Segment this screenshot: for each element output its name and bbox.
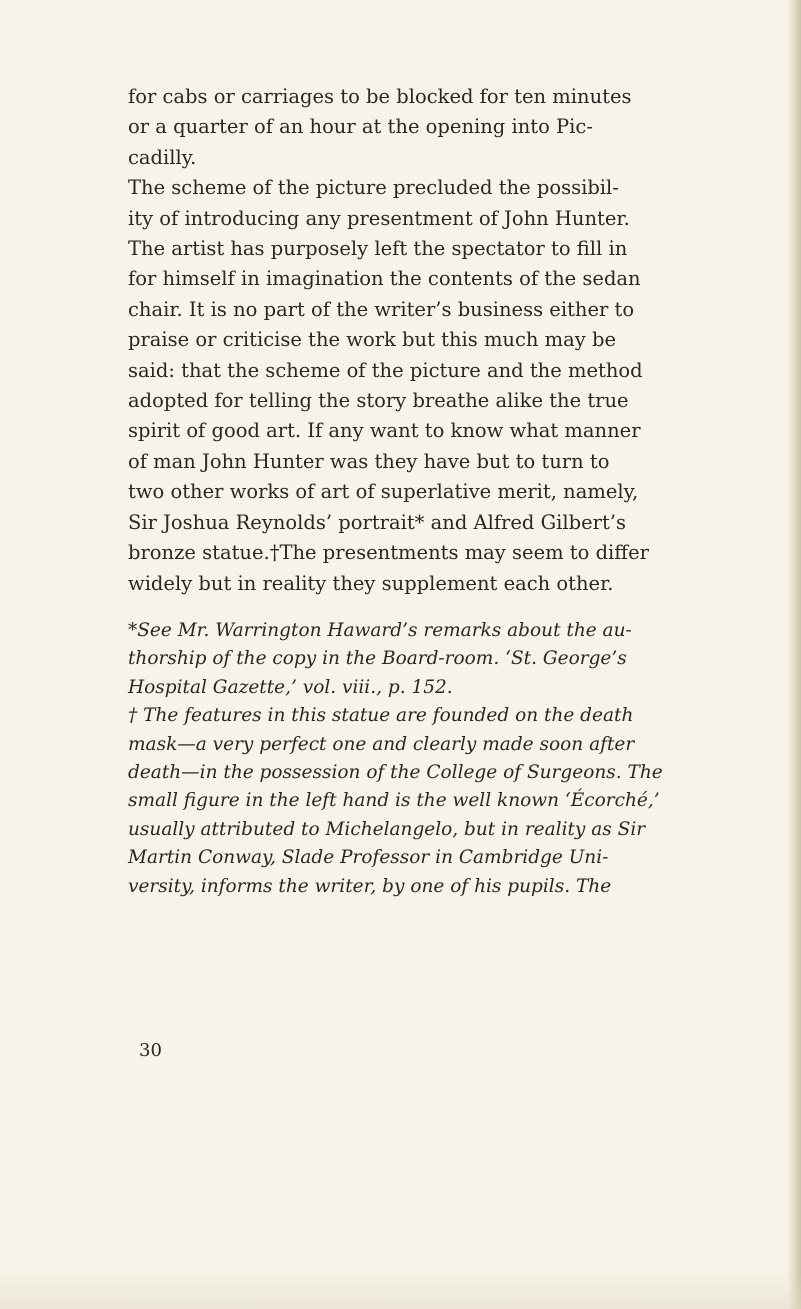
footnote-line: Hospital Gazette,’ vol. viii., p. 152. xyxy=(128,676,453,698)
footnote-line: small figure in the left hand is the well known ‘Écorché,’ xyxy=(128,790,660,812)
body-line: for cabs or carriages to be blocked for ten minutes xyxy=(128,85,632,108)
footnote-line: mask—a very perfect one and clearly made soon after xyxy=(128,733,635,755)
footnote-line: versity, informs the writer, by one of his pupils. The xyxy=(128,875,612,897)
body-line: widely but in reality they supplement each other. xyxy=(128,571,614,595)
footnote-line: death—in the possession of the College of Surgeons. The xyxy=(128,761,663,783)
body-line: The artist has purposely left the spectator to fill in xyxy=(128,237,628,261)
body-line: cadilly. xyxy=(128,145,197,169)
body-line: for himself in imagination the contents of the sedan xyxy=(128,267,641,291)
body-line: adopted for telling the story breathe alike the true xyxy=(128,389,629,413)
text-block xyxy=(128,82,728,901)
body-line: ity of introducing any presentment of John Hunter. xyxy=(128,206,630,230)
body-line: said: that the scheme of the picture and the method xyxy=(128,358,643,382)
body-line: two other works of art of superlative merit, namely, xyxy=(128,480,639,504)
body-text xyxy=(128,82,728,599)
body-line: of man John Hunter was they have but to turn to xyxy=(128,449,610,473)
footnote-line: thorship of the copy in the Board-room. ‘St. George’s xyxy=(128,648,627,670)
body-line: spirit of good art. If any want to know what manner xyxy=(128,419,641,443)
body-line: or a quarter of an hour at the opening into Pic- xyxy=(128,115,593,139)
footnote-line: Martin Conway, Slade Professor in Cambridge Uni- xyxy=(128,847,609,869)
body-line: chair. It is no part of the writer’s business either to xyxy=(128,297,635,321)
page-bottom-shade xyxy=(0,1269,801,1309)
footnote-line: usually attributed to Michelangelo, but in reality as Sir xyxy=(128,818,646,840)
page-edge-shadow xyxy=(787,0,801,1309)
body-line: Sir Joshua Reynolds’ portrait* and Alfred Gilbert’s xyxy=(128,510,627,534)
footnote-line: *See Mr. Warrington Haward’s remarks about the au- xyxy=(128,619,632,641)
page-number: 30 xyxy=(139,1040,162,1061)
footnotes xyxy=(128,617,728,901)
body-line: The scheme of the picture precluded the possibil- xyxy=(128,176,619,200)
body-line: bronze statue.†The presentments may seem to differ xyxy=(128,541,650,565)
footnote-line: † The features in this statue are founded on the death xyxy=(128,705,634,727)
body-line: praise or criticise the work but this much may be xyxy=(128,328,617,352)
